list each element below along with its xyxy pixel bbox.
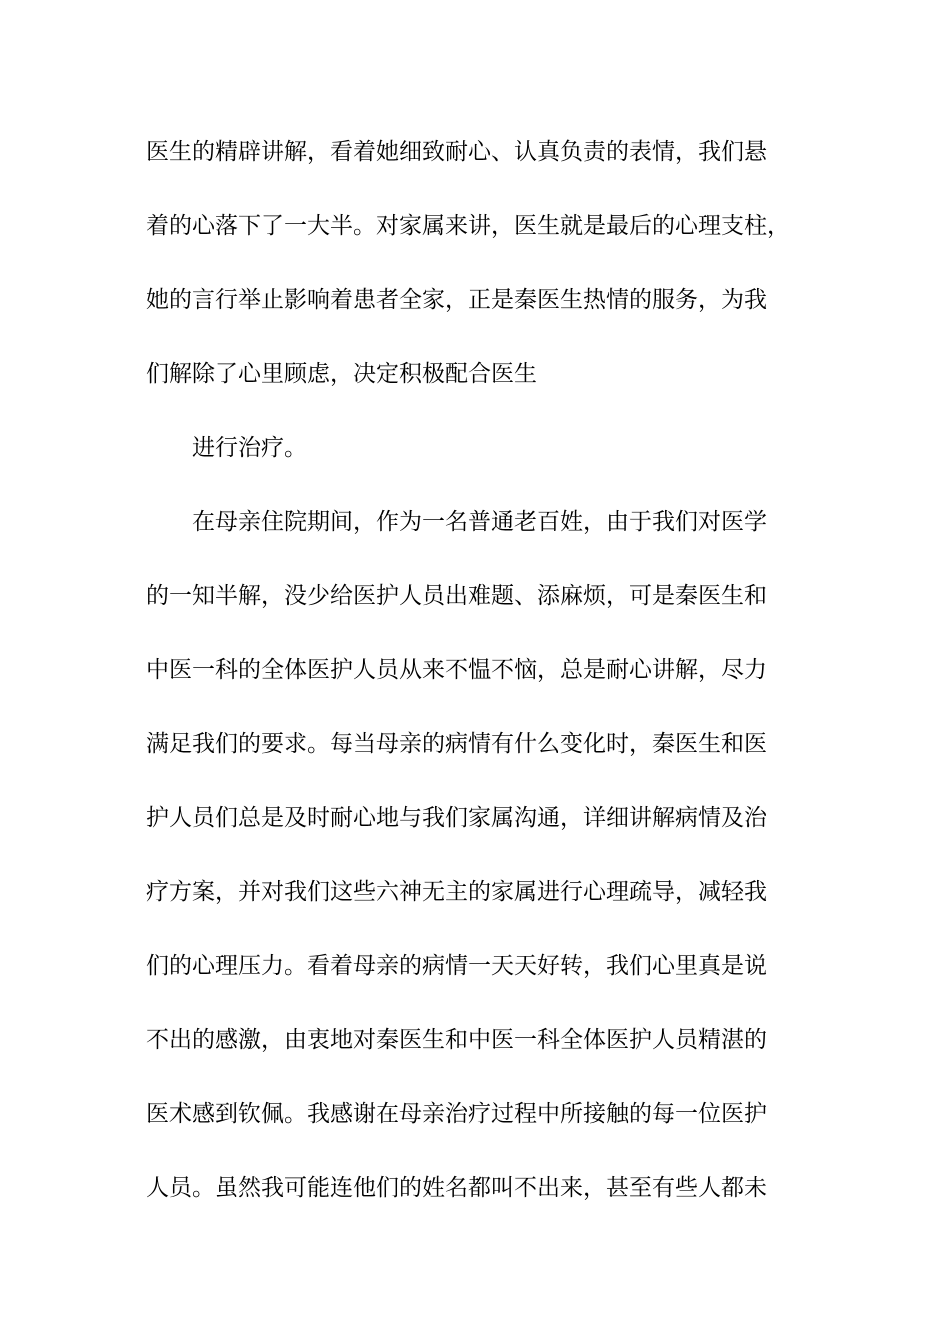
text-line-9: 满足我们的要求。每当母亲的病情有什么变化时，秦医生和医 <box>146 731 767 757</box>
document-body <box>146 134 806 1244</box>
text-line-12: 们的心理压力。看着母亲的病情一天天好转，我们心里真是说 <box>146 953 767 979</box>
text-line-2: 着的心落下了一大半。对家属来讲，医生就是最后的心理支柱， <box>146 213 790 239</box>
text-line-1: 医生的精辟讲解，看着她细致耐心、认真负责的表情，我们悬 <box>146 139 767 165</box>
text-line-4: 们解除了心里顾虑，决定积极配合医生 <box>146 361 537 387</box>
text-line-15: 人员。虽然我可能连他们的姓名都叫不出来，甚至有些人都未 <box>146 1175 767 1201</box>
text-line-14: 医术感到钦佩。我感谢在母亲治疗过程中所接触的每一位医护 <box>146 1101 767 1127</box>
text-line-3: 她的言行举止影响着患者全家，正是秦医生热情的服务，为我 <box>146 287 767 313</box>
text-line-7: 的一知半解，没少给医护人员出难题、添麻烦，可是秦医生和 <box>146 583 767 609</box>
text-line-6: 在母亲住院期间，作为一名普通老百姓，由于我们对医学 <box>192 509 767 535</box>
text-line-5: 进行治疗。 <box>192 435 307 461</box>
text-line-10: 护人员们总是及时耐心地与我们家属沟通，详细讲解病情及治 <box>146 805 767 831</box>
text-line-8: 中医一科的全体医护人员从来不愠不恼，总是耐心讲解，尽力 <box>146 657 767 683</box>
text-line-13: 不出的感激，由衷地对秦医生和中医一科全体医护人员精湛的 <box>146 1027 767 1053</box>
text-line-11: 疗方案，并对我们这些六神无主的家属进行心理疏导，减轻我 <box>146 879 767 905</box>
